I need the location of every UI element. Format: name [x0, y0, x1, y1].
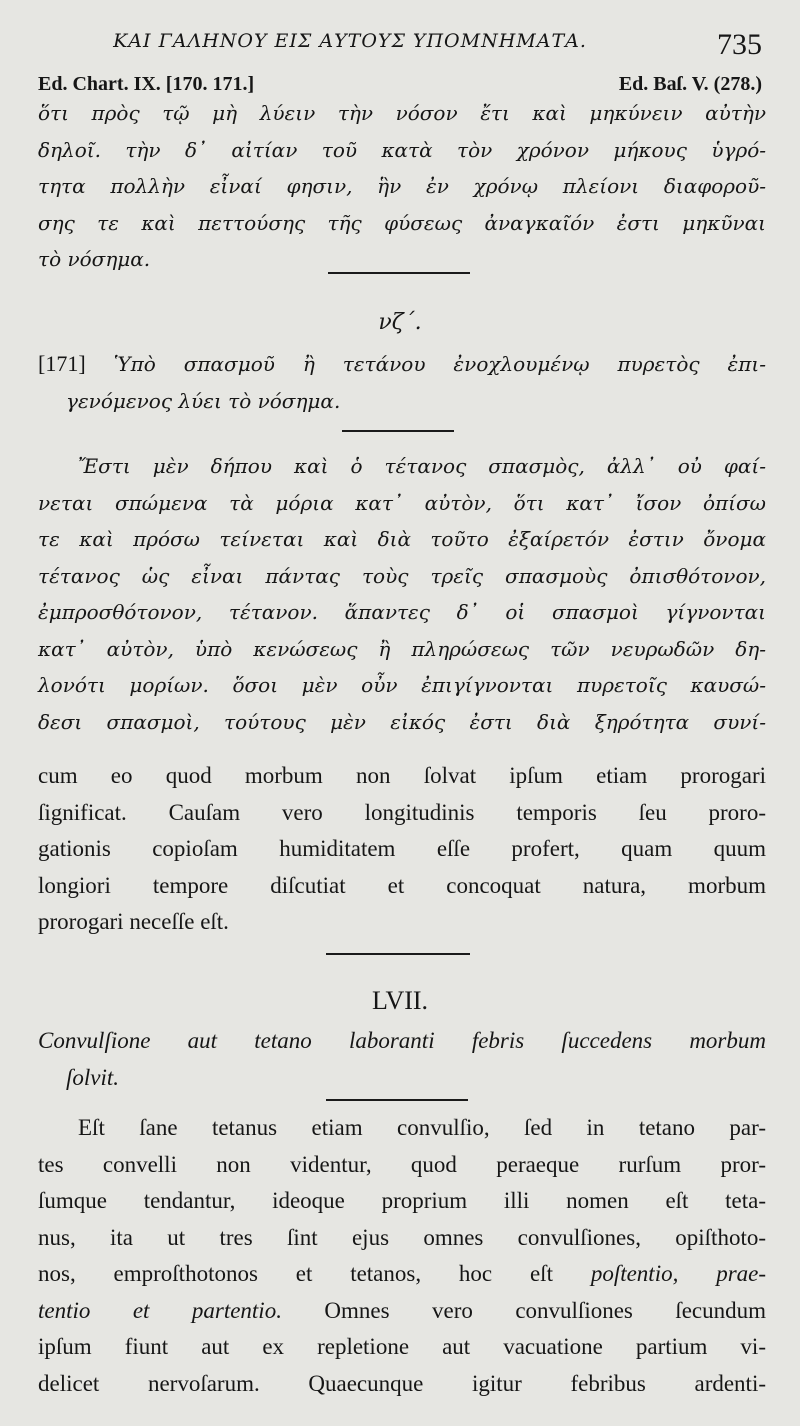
text-line: νεται σπώμενα τὰ μόρια κατ᾽ αὐτὸν, ὅτι κατ᾽ ἴσον ὀπίσω [38, 490, 766, 515]
latin-section-number: LVII. [371, 986, 429, 1015]
italic-term: praе- [716, 1261, 767, 1286]
text-line: Ἔστι μὲν δήπου καὶ ὁ τέτανος σπασμὸς, ἀλλ᾽ οὐ φαί- [78, 454, 766, 478]
edition-ref-chartier: Ed. Chart. IX. [170. 171.] [38, 73, 255, 95]
text-line: ἐμπροσθότονον, τέτανον. ἅπαντες δ᾽ οἱ σπασμοὶ γίγνονται [38, 600, 766, 624]
section-divider [326, 953, 470, 955]
text-line: ſumque tendantur, ideoque proprium illi nomen eſt teta- [38, 1188, 766, 1213]
latin-commentary-top [38, 758, 766, 941]
section-divider [342, 430, 454, 432]
italic-term: tentio et partentio. [38, 1297, 282, 1323]
aphorism-reference: [171] [38, 351, 86, 376]
text-line: σης τε καὶ πεττούσης τῆς φύσεως ἀναγκαῖόν ἐστι μηκῦναι [38, 210, 766, 235]
latin-aphorism [38, 1023, 766, 1096]
text-line: Eſt ſane tetanus etiam convulſio, ſed in tetano par- [78, 1115, 766, 1140]
text-line: ipſum fiunt aut ex repletione aut vacuatione partium vi- [38, 1334, 766, 1359]
text-line: ſignificat. Cauſam vero longitudinis temporis ſeu proro- [38, 799, 766, 825]
text-line [38, 1256, 766, 1293]
text-line: nus, ita ut tres ſint ejus omnes convulſiones, opiſthoto- [38, 1224, 766, 1250]
edition-references [38, 73, 762, 96]
text-line: prorogari neceſſe eſt. [38, 909, 229, 934]
text-line: Convulſione aut tetano laboranti febris ſuccedens morbum [38, 1028, 766, 1053]
greek-aphorism [38, 346, 766, 419]
text-line: λονότι μορίων. ὅσοι μὲν οὖν ἐπιγίγνονται πυρετοῖς καυσώ- [38, 673, 766, 697]
text-line: τέτανος ὡς εἶναι πάντας τοὺς τρεῖς σπασμοὺς ὀπισθότονον, [38, 563, 766, 588]
text-line: τε καὶ πρόσω τείνεται καὶ διὰ τοῦτο ἐξαίρετόν ἐστιν ὄνομα [38, 527, 766, 551]
text-line: ὅτι πρὸς τῷ μὴ λύειν τὴν νόσον ἔτι καὶ μηκύνειν αὐτὴν [38, 101, 766, 125]
text-line: κατ᾽ αὐτὸν, ὑπὸ κενώσεως ἢ πληρώσεως τῶν νευρωδῶν δη- [38, 636, 766, 661]
text-line: longiori tempore diſcutiat et concoquat natura, morbum [38, 872, 766, 898]
section-divider [326, 1099, 468, 1101]
text-line: τὸ νόσημα. [38, 247, 151, 271]
text-line: δηλοῖ. τὴν δ᾽ αἰτίαν τοῦ κατὰ τὸν χρόνον μήκους ὑγρό- [38, 137, 766, 162]
section-divider [328, 272, 470, 274]
text-line: tes convelli non videntur, quod peraeque rurſum pror- [38, 1151, 766, 1177]
greek-commentary [38, 448, 766, 740]
text-line: delicet nervoſarum. Quaecunque igitur febribus ardenti- [38, 1370, 766, 1396]
edition-ref-basel: Ed. Baſ. V. (278.) [618, 73, 762, 95]
text-line: τητα πολλὴν εἶναί φησιν, ἣν ἐν χρόνῳ πλείονι διαφοροῦ- [38, 174, 766, 198]
running-title: ΚΑΙ ΓΑΛΗΝΟΥ ΕΙΣ ΑΥΤΟΥΣ ΥΠΟΜΝΗΜΑΤΑ. [113, 30, 587, 52]
latin-commentary [38, 1110, 766, 1402]
page-number: 735 [717, 28, 762, 61]
greek-commentary-top [38, 95, 766, 278]
greek-section-number: νζ΄. [378, 310, 422, 335]
text-line [38, 1293, 766, 1330]
text-segment: nos, emproſthotonos et tetanos, hoc eſt [38, 1261, 553, 1286]
text-line: gationis copioſam humiditatem eſſe profert, quam quum [38, 836, 766, 861]
text-segment: Omnes vero convulſiones ſecundum [324, 1297, 767, 1323]
text-line: γενόμενος λύει τὸ νόσημα. [66, 388, 341, 413]
aphorism-text: Ὑπὸ σπασμοῦ ἢ τετάνου ἐνοχλουμένῳ πυρετὸς ἐπι- [113, 352, 767, 376]
text-line: ſolvit. [66, 1064, 120, 1090]
italic-term: poſtentio, [590, 1261, 679, 1286]
text-line: δεσι σπασμοὶ, τούτους μὲν εἰκός ἐστι διὰ ξηρότητα συνί- [38, 709, 766, 734]
text-line: cum eo quod morbum non ſolvat ipſum etiam prorogari [38, 763, 766, 788]
text-line [38, 346, 766, 383]
